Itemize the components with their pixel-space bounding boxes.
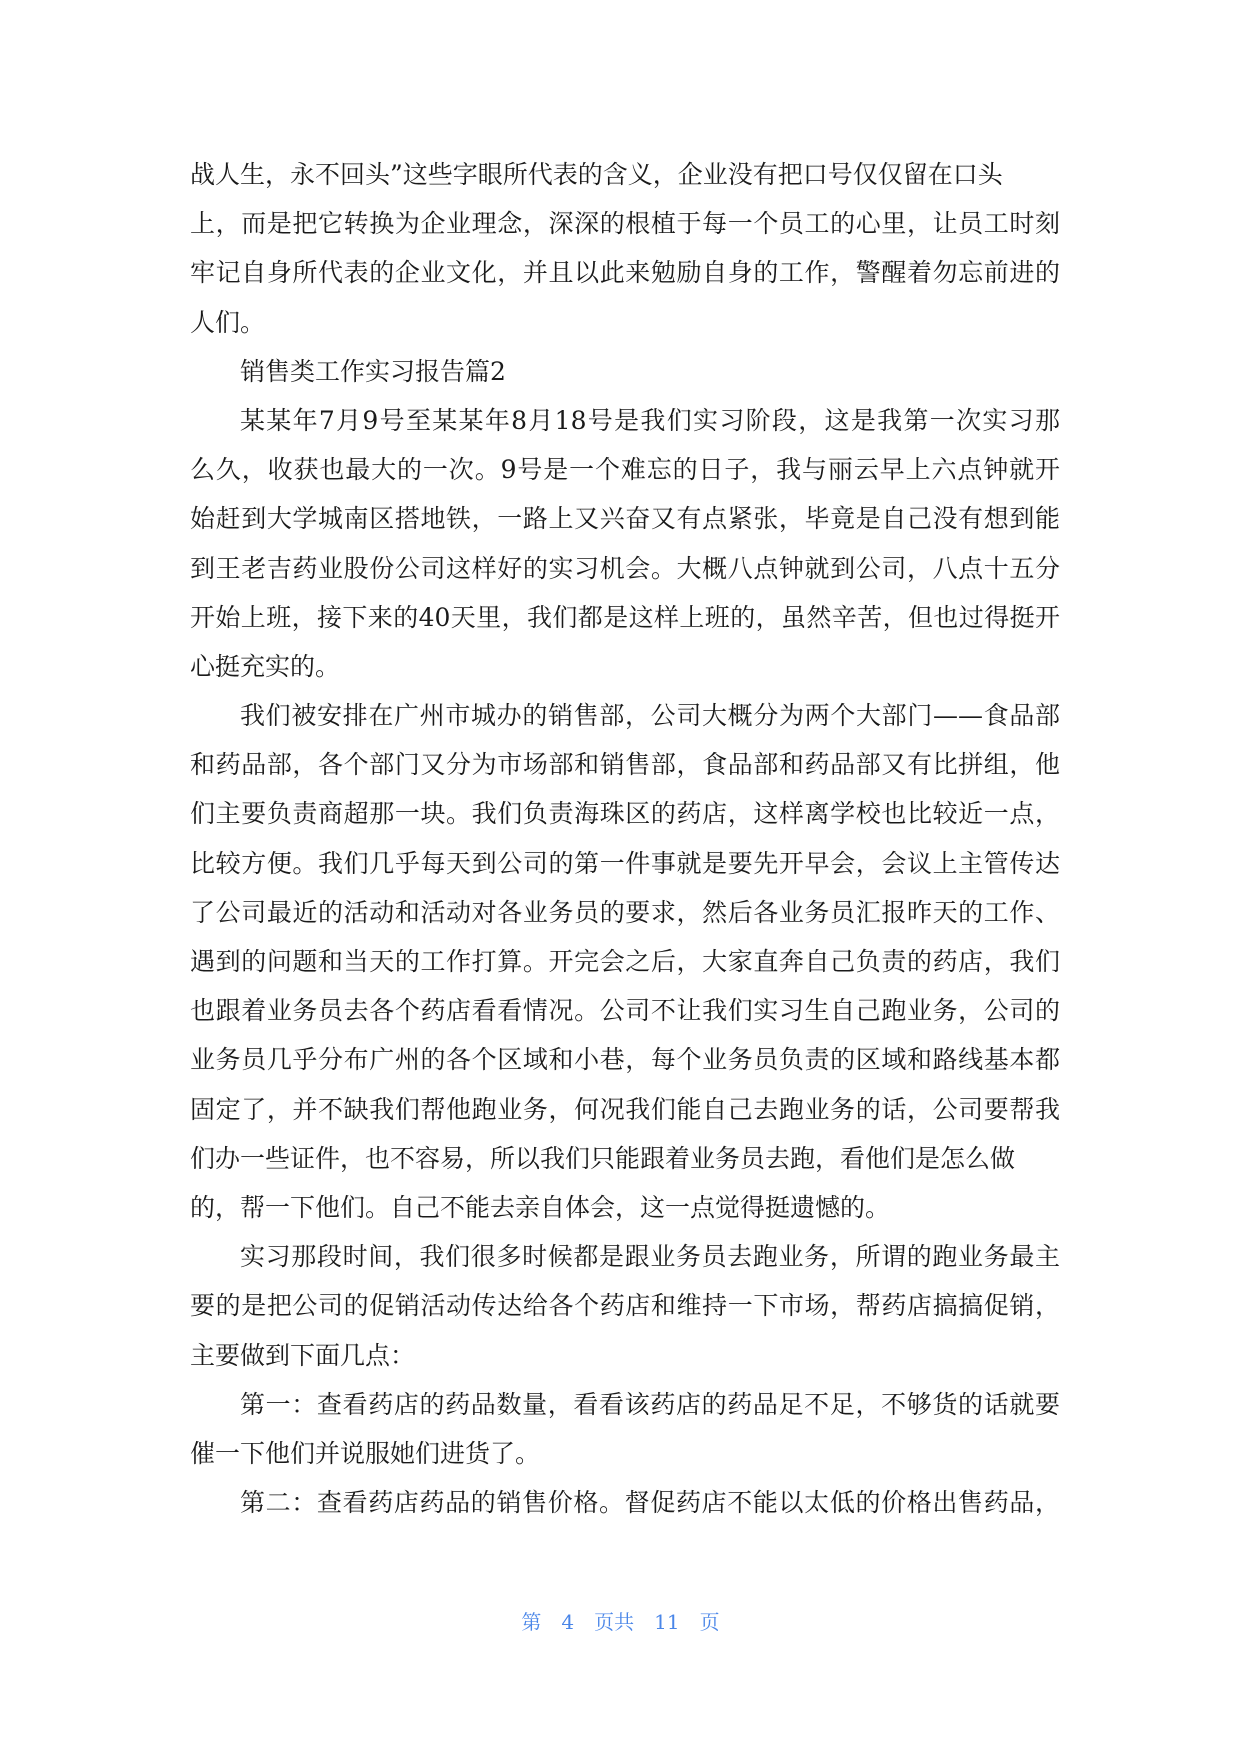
text-line: 们办一些证件，也不容易，所以我们只能跟着业务员去跑，看他们是怎么做 xyxy=(190,1143,1016,1173)
text-line: 业务员几乎分布广州的各个区域和小巷，每个业务员负责的区域和路线基本都 xyxy=(190,1045,1060,1075)
text-line: 了公司最近的活动和活动对各业务员的要求，然后各业务员汇报昨天的工作、 xyxy=(190,897,1060,927)
text-line: 心挺充实的。 xyxy=(190,651,341,681)
footer-label-end: 页 xyxy=(699,1610,720,1634)
text-line: 第一：查看药店的药品数量，看看该药店的药品足不足，不够货的话就要 xyxy=(240,1389,1060,1419)
text-line: 也跟着业务员去各个药店看看情况。公司不让我们实习生自己跑业务，公司的 xyxy=(190,996,1060,1026)
text-line: 的，帮一下他们。自己不能去亲自体会，这一点觉得挺遗憾的。 xyxy=(190,1192,891,1222)
text-line: 牢记自身所代表的企业文化，并且以此来勉励自身的工作，警醒着勿忘前进的 xyxy=(190,258,1060,288)
text-line: 第二：查看药店药品的销售价格。督促药店不能以太低的价格出售药品， xyxy=(240,1488,1060,1518)
page-footer xyxy=(0,1608,1241,1636)
text-line: 要的是把公司的促销活动传达给各个药店和维持一下市场，帮药店搞搞促销， xyxy=(190,1291,1060,1321)
text-line: 主要做到下面几点： xyxy=(190,1340,416,1370)
text-line: 开始上班，接下来的40天里，我们都是这样上班的，虽然辛苦，但也过得挺开 xyxy=(190,602,1060,632)
text-line: 么久，收获也最大的一次。9号是一个难忘的日子，我与丽云早上六点钟就开 xyxy=(190,455,1060,485)
text-line: 销售类工作实习报告篇2 xyxy=(240,356,506,386)
footer-total-pages: 11 xyxy=(654,1610,680,1634)
text-line: 到王老吉药业股份公司这样好的实习机会。大概八点钟就到公司，八点十五分 xyxy=(190,553,1060,583)
text-line: 实习那段时间，我们很多时候都是跟业务员去跑业务，所谓的跑业务最主 xyxy=(240,1242,1060,1272)
text-line: 上，而是把它转换为企业理念，深深的根植于每一个员工的心里，让员工时刻 xyxy=(190,209,1060,239)
document-body xyxy=(190,150,1060,1527)
footer-current-page: 4 xyxy=(561,1610,575,1634)
footer-label-of: 页共 xyxy=(594,1610,635,1634)
text-line: 们主要负责商超那一块。我们负责海珠区的药店，这样离学校也比较近一点， xyxy=(190,799,1060,829)
text-line: 始赶到大学城南区搭地铁，一路上又兴奋又有点紧张，毕竟是自己没有想到能 xyxy=(190,504,1060,534)
text-line: 战人生，永不回头”这些字眼所代表的含义，企业没有把口号仅仅留在口头 xyxy=(190,160,1003,189)
text-line: 比较方便。我们几乎每天到公司的第一件事就是要先开早会，会议上主管传达 xyxy=(190,848,1060,878)
footer-label-page: 第 xyxy=(521,1610,542,1634)
text-line: 固定了，并不缺我们帮他跑业务，何况我们能自己去跑业务的话，公司要帮我 xyxy=(190,1094,1060,1124)
text-line: 某某年7月9号至某某年8月18号是我们实习阶段，这是我第一次实习那 xyxy=(240,405,1060,435)
text-line: 我们被安排在广州市城办的销售部，公司大概分为两个大部门——食品部 xyxy=(240,701,1060,731)
text-line: 催一下他们并说服她们进货了。 xyxy=(190,1438,541,1468)
text-line: 人们。 xyxy=(190,307,266,337)
text-line: 和药品部，各个部门又分为市场部和销售部，食品部和药品部又有比拼组，他 xyxy=(190,750,1060,780)
text-line: 遇到的问题和当天的工作打算。开完会之后，大家直奔自己负责的药店，我们 xyxy=(190,947,1060,976)
